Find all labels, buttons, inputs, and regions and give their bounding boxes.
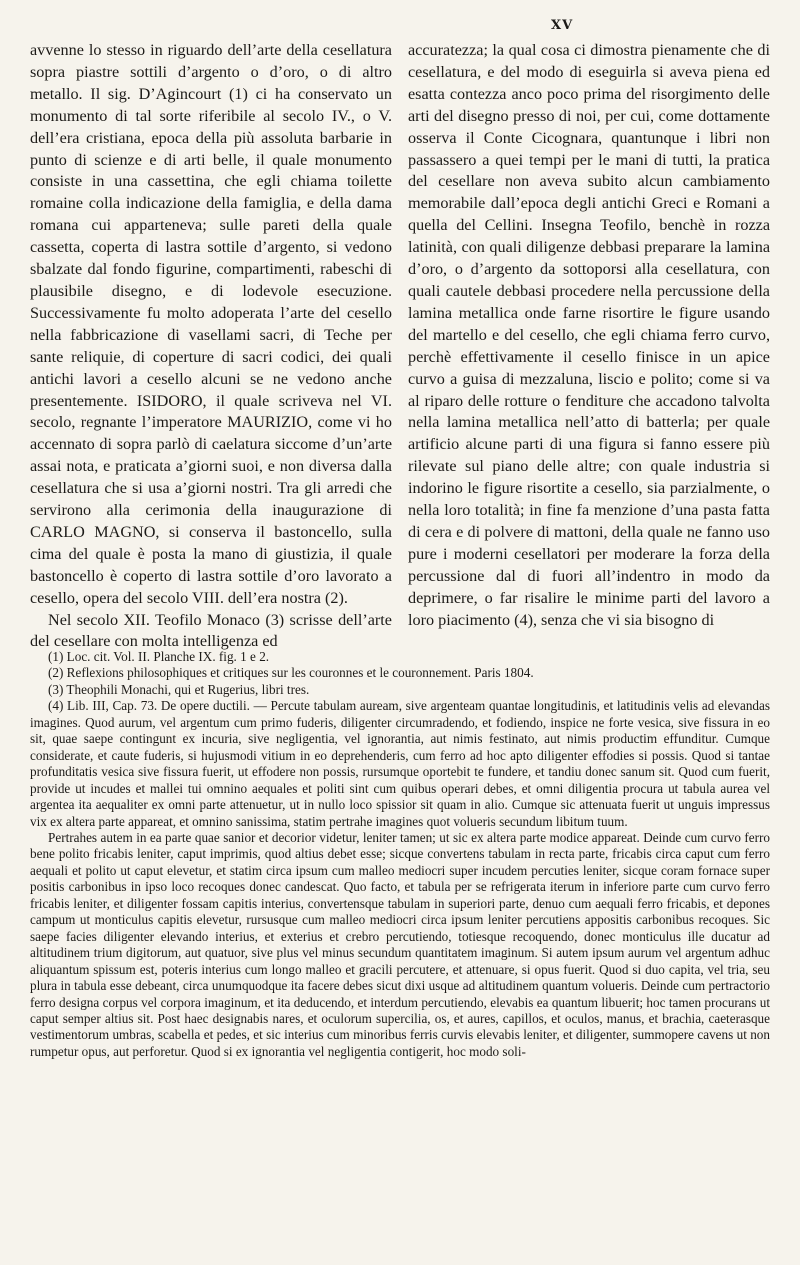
footnote-1: (1) Loc. cit. Vol. II. Planche IX. fig. 1 e 2. xyxy=(48,649,270,664)
right-column xyxy=(408,40,770,653)
body-columns xyxy=(30,40,770,653)
footnote-3: (3) Theophili Monachi, qui et Rugerius, libri tres. xyxy=(48,681,310,697)
left-paragraph-2: Nel secolo XII. Teofilo Monaco (3) scrisse dell’arte del cesellare con molta intelligenza ed xyxy=(30,610,392,651)
footnotes xyxy=(30,649,770,1060)
footnote-4: (4) Lib. III, Cap. 73. De opere ductili. — Percute tabulam auream, sive argenteam quantae longitudinis, et latitudinis velis ad elevandas imagines. Quod aurum, vel argentum cum primo fuderis, diligenter circumradendo, et fodiendo, inspice ne forte vesica, sive fissura in eo sit, quae saepe contingunt ex incuria, sive negligentia, vel ignorantia, aut nimis festinato, aut nimis productim effunditur. Cumque considerate, et caute fuderis, si hujusmodi vitium in eo deprehenderis, cum ferro ad hoc apto diligenter effodies si possis. Quod si tantae profunditatis vesica sive fissura fuerit, ut effodere non possis, rursumque oportebit te fundere, et tandiu donec sanum sit. Quod cum fuerit, provide ut incudes et mallei tui omnino aequales et politi sint cum quibus operari debes, et omni diligentia procura ut tabula aurea vel argentea ita aequaliter ex omni parte attenuetur, ut in nullo loco spissior sit quam in alio. Cumque sic attenuata fuerit ut unguis impressus vix ex altera parte appareat, et omnino sanissima, statim pertrahe imagines quot volueris secundum libitum tuum. xyxy=(30,698,770,829)
page-number: XV xyxy=(551,18,574,33)
footnote-4-continued: Pertrahes autem in ea parte quae sanior et decorior videtur, leniter tamen; ut sic ex altera parte modice appareat. Deinde cum curvo ferro bene polito fricabis leniter, caput imprimis, quod altius debet esse; sicque convertens tabulam in recta parte, fricabis circa caput cum ferro aequali et polito ut caput elevetur, et statim circa ipsum cum malleo mediocri super incudem percuties leniter, sicque coram fornace super positis carbonibus in ipso loco recoques donec candescat. Quo facto, et tabula per se refrigerata iterum in inferiore parte cum curvo ferro fricabis leniter, et diligenter fossam capitis interius, convertensque tabulam in superiori parte, denuo cum aequali ferro fricabis, et depones campum ut monticulus capitis elevetur, rursusque cum malleo mediocri circa ipsum leniter percutiens appositis carbonibus recoques. Sic saepe facies diligenter elevando interius, et exterius et crebro percutiendo, totiesque recoquendo, donec monticulus ille ducatur ad altitudinem trium digitorum, aut quatuor, sive plus vel minus secundum quantitatem imaginum. Si autem ipsum aurum vel argentum adhuc aliquantum spissum est, poteris interius cum longo malleo et gracili percutere, et attenuare, si opus fuerit. Quod si duo capita, vel tria, seu plura in tabula esse debeant, circa unumquodque ita facere debes sicut dixi usque ad altitudinem quantum volueris. Deinde cum pertractorio ferro designa corpus vel corpora imaginum, et ita deducendo, et interdum percutiendo, elevabis ea quantum libuerit; hoc tamen procurans ut caput semper altius sit. Post haec designabis nares, et oculorum supercilia, os, et aures, capillos, et oculos, manus, et brachia, caeterasque vestimentorum umbras, scabella et pedes, et sic interius cum minoribus ferris curvis elevabis leniter, et diligenter, summopere cavens ut non rumpetur opus, aut perforetur. Quod si ex ignorantia vel negligentia contigerit, hoc modo soli- xyxy=(30,829,770,1059)
left-paragraph-1: avvenne lo stesso in riguardo dell’arte della cesellatura sopra piastre sottili d’argento o d’oro, o di altro metallo. Il sig. D’Agincourt (1) ci ha conservato un monumento di tal sorte riferibile al secolo IV., o V. dell’era cristiana, epoca della più assoluta barbarie in punto di scienze e di arti belle, il quale monumento consiste in una cassettina, che egli chiama toilette romaine colla indicazione della famiglia, e della dama romana cui apparteneva; sulle pareti della quale cassetta, coperta di lastra sottile d’argento, si vedono sbalzate dal fondo figurine, compartimenti, rabeschi di plausibile disegno, e di lodevole esecuzione. Successivamente fu molto adoperata l’arte del cesello nella fabbricazione di vasellami sacri, di Teche per sante reliquie, di coperture di sacri codici, dei quali antichi lavori a cesello alcuni se ne vedono anche presentemente. ISIDORO, il quale scriveva nel VI. secolo, regnante l’imperatore MAURIZIO, come vi ho accennato di sopra parlò di caelatura siccome d’un’arte assai nota, e praticata a’giorni suoi, e non diversa dalla cesellatura che si usa a’giorni nostri. Tra gli arredi che servirono alla cerimonia della inaugurazione di CARLO MAGNO, si conserva il bastoncello, sulla cima del quale è posta la mano di giustizia, il quale bastoncello è coperto di lastra sottile d’oro lavorato a cesello, opera del secolo VIII. dell’era nostra (2). xyxy=(30,41,392,607)
left-column xyxy=(30,40,392,653)
footnote-2: (2) Reflexions philosophiques et critiques sur les couronnes et le couronnement. Paris 1804. xyxy=(48,665,534,681)
right-paragraph-1: accuratezza; la qual cosa ci dimostra pienamente che di cesellatura, e del modo di eseguirla si aveva piena ed esatta contezza anco poco prima del risorgimento delle arti del disegno presso di noi, per cui, come dottamente osserva il Conte Cicognara, quantunque i libri non passassero a quei tempi per le mani di tutti, la pratica del cesellare non aveva subito alcun cambiamento memorabile dall’epoca degli antichi Greci e Romani a quella del Cellini. Insegna Teofilo, benchè in rozza latinità, con quali diligenze debbasi preparare la lamina d’oro, o d’argento da sottoporsi alla cesellatura, con quali cautele debbasi procedere nella percussione della lamina metallica onde farne risortire le figure usando del martello e del cesello, che egli chiama ferro curvo, perchè effettivamente il cesello finisce in un apice curvo a guisa di mezzaluna, liscio e polito; come si va al riparo delle rotture o fenditure che accadono talvolta nella lamina metallica nell’atto di batterla; per quale artificio alcune parti di una figura si fanno essere più rilevate sul piano delle altre; con quale industria si indorino le figure risortite a cesello, sia parzialmente, o nella loro totalità; in fine fa menzione d’una pasta fatta di cera e di polvere di mattoni, della quale ne fanno uso pure i moderni cesellatori per moderare la forza della percussione dal di fuori all’indentro in modo da deprimere, o far risalire le minime parti del lavoro a loro piacimento (4), senza che vi sia bisogno di xyxy=(408,41,770,629)
